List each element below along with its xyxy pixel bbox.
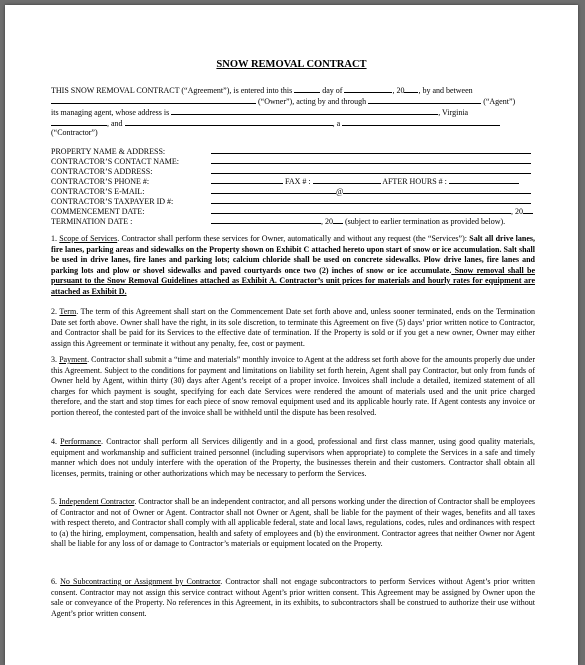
section-no-subcontracting (51, 577, 535, 619)
section-heading: Independent Contractor (59, 497, 135, 506)
contact-name-input[interactable] (211, 155, 531, 164)
termination-input[interactable] (211, 215, 321, 224)
termination-suffix: , 20 (321, 217, 333, 226)
section-number: 5. (51, 497, 57, 506)
section-text: . Contractor shall perform all Services diligently and in a good, professional and first class manner, using good quality materials, equipment and workmanship and sufficient trained personnel (including supervisors when appropriate) to complete the Services in a safe and timely manner which does not unduly interfere with the operation of the Property, the businesses therein and their customers. Contractor shall obtain all licenses, permits, training or other authorizations which may be necessary to perform the Services. (51, 437, 535, 478)
preamble-text: , a (332, 119, 341, 128)
section-bold-underlined-text: Snow removal shall be pursuant to the Snow Removal Guidelines attached as Exhibit A. Contractor’s unit prices for materials and hourly rates for equipment are attached as Exhibit D. (51, 265, 535, 296)
termination-note: (subject to earlier termination as provided below). (345, 217, 506, 226)
termination-year-input[interactable] (333, 215, 343, 224)
field-label: PROPERTY NAME & ADDRESS: (51, 147, 166, 156)
address-input[interactable] (211, 165, 531, 174)
commencement-year-input[interactable] (523, 205, 533, 214)
taxpayer-id-input[interactable] (211, 195, 531, 204)
preamble-text: , and (107, 119, 123, 128)
after-hours-label: AFTER HOURS # : (382, 177, 447, 186)
blank-day[interactable] (294, 84, 320, 93)
blank-month[interactable] (344, 84, 392, 93)
fax-input[interactable] (313, 175, 381, 184)
section-text: . Contractor shall be an independent contractor, and all persons working under the direction of Contractor shall be employees of Contractor and not of Owner or Agent. Contractor shall not Owner or Agent, shall be liable for the payment of their wages, benefits and all taxes with respect thereto, and Contractor shall comply with all applicable federal, state and local laws, regulations, codes, rules and ordinances with respect to (a) the hiring, employment, compensation, health and safety of employees and (b) the environment. Contractor agrees that neither Owner nor Agent shall be liable for any loss of or damage to Contractor’s materials or equipment located on the Property. (51, 497, 535, 548)
blank-zip[interactable] (51, 117, 107, 126)
blank-contractor-name[interactable] (125, 117, 333, 126)
email-domain-input[interactable] (343, 185, 531, 194)
field-label: CONTRACTOR’S ADDRESS: (51, 167, 153, 176)
commencement-input[interactable] (211, 205, 511, 214)
contract-page (5, 5, 578, 665)
document-title: SNOW REMOVAL CONTRACT (216, 59, 367, 70)
field-termination (51, 215, 505, 227)
blank-owner[interactable] (51, 95, 256, 104)
section-scope (51, 234, 535, 297)
phone-input[interactable] (211, 175, 283, 184)
preamble-text: its managing agent, whose address is (51, 108, 170, 117)
preamble-text: (“Agent”) (483, 97, 516, 106)
preamble-text: (“Owner”), acting by and through (258, 97, 367, 106)
section-heading: Payment (59, 355, 88, 364)
section-heading: No Subcontracting or Assignment by Contractor (60, 577, 221, 586)
email-at-sign: @ (336, 187, 344, 196)
field-label: CONTRACTOR’S CONTACT NAME: (51, 157, 179, 166)
fax-label: FAX # : (285, 177, 311, 186)
blank-entity-type[interactable] (342, 117, 500, 126)
section-heading: Scope of Services (59, 234, 118, 243)
preamble-text: , by and between (418, 86, 473, 95)
preamble-line-5 (51, 128, 537, 139)
email-user-input[interactable] (211, 185, 336, 194)
commencement-suffix: , 20 (511, 207, 523, 216)
section-number: 4. (51, 437, 57, 446)
section-independent-contractor (51, 497, 535, 550)
section-number: 2. (51, 307, 57, 316)
section-heading: Term (59, 307, 77, 316)
section-number: 3. (51, 355, 57, 364)
field-label: CONTRACTOR’S TAXPAYER ID #: (51, 197, 174, 206)
section-text: . Contractor shall perform these services for Owner, automatically and without any request (the “Services”): (117, 234, 467, 243)
section-text: . The term of this Agreement shall start on the Commencement Date set forth above and, unless sooner terminated, ends on the Termination Date set forth above. Owner shall have the right, in its sole discretion, to terminate this Agreement on five (5) days’ prior written notice to Contractor, and Contractor shall be paid for its Services to the effective date of termination. If the Property is sold or if you get a new owner, Owner may either assign this Agreement or terminate it without any penalty, fee, cost or payment. (51, 307, 535, 348)
field-label: TERMINATION DATE : (51, 217, 133, 226)
blank-agent-address[interactable] (171, 106, 438, 115)
section-payment (51, 355, 535, 418)
section-text: . Contractor shall submit a “time and materials” monthly invoice to Agent at the address set forth above for the amounts properly due under this Agreement. Subject to the conditions for payment and limitations on liability set forth herein, Agent shall pay Contractor, but only from funds of Owner held by Agent, within thirty (30) days after Agent’s receipt of a proper invoice. Invoices shall include a detailed, itemized statement of all charges for which payment is sought, specifying for each date Services were rendered the amount of materials used and the unit price charged therefore, and the start and stop times for each piece of snow removal equipment used and its applicable hourly rate. If Agent contests any invoice or portion thereof, the contested part of the invoice shall be withheld until the dispute has been resolved. (51, 355, 536, 417)
section-number: 6. (51, 577, 57, 586)
preamble-text: , 20 (392, 86, 405, 95)
preamble-text: (“Contractor”) (51, 128, 98, 137)
after-hours-input[interactable] (449, 175, 519, 184)
field-label: CONTRACTOR’S E-MAIL: (51, 187, 145, 196)
section-performance (51, 437, 535, 479)
property-input[interactable] (211, 145, 531, 154)
section-text: . Contractor shall not engage subcontractors to perform Services without Agent’s prior written consent. Contractor may not assign this service contract without Agent’s prior written consent. This Agreement may be assigned by Owner upon the sale or conveyance of the Property. No references in this Agreement, in its exhibits, to subcontractors shall be construed to authorize their use without Agent’s prior written consent. (51, 577, 535, 618)
blank-year[interactable] (404, 84, 418, 93)
section-bold-text: Salt all drive lanes, fire lanes, parking areas and sidewalks on the Property shown on Exhibit C attached hereto upon start of snow or ice accumulation. Salt shall be used in drive lanes, fire lanes and parking lots; calcium chloride shall be used on concrete sidewalks. Plow drive lanes, fire lanes and parking lots and plow or shovel sidewalks and paved courtyards once two (2) inches of snow or ice accumulate. (51, 234, 536, 275)
blank-agent[interactable] (368, 95, 481, 104)
field-label: COMMENCEMENT DATE: (51, 207, 145, 216)
preamble-text: day of (322, 86, 343, 95)
section-heading: Performance (60, 437, 102, 446)
field-label: CONTRACTOR’S PHONE #: (51, 177, 150, 186)
preamble-text: , Virginia (438, 108, 469, 117)
section-term (51, 307, 535, 349)
section-number: 1. (51, 234, 57, 243)
preamble-text: THIS SNOW REMOVAL CONTRACT (“Agreement”), is entered into this (51, 86, 293, 95)
